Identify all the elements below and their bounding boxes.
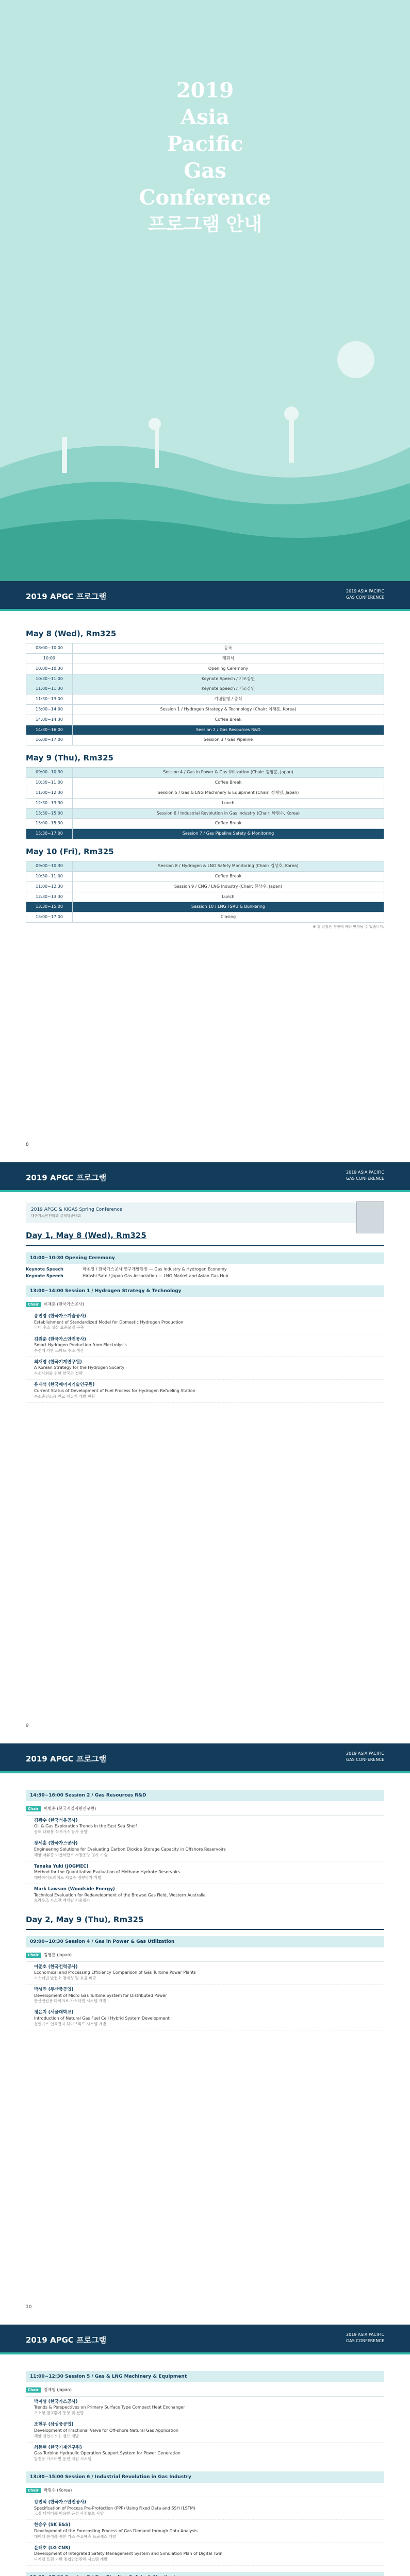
talk-title-kr: 수전해 기반 스마트 수소 생산 <box>34 1348 84 1353</box>
table-row <box>26 798 384 808</box>
talk-title: Engineering Solutions for Evaluating Carbon Dioxide Storage Capacity in Offshore Reservoirs <box>34 1846 226 1852</box>
program-table <box>26 643 384 745</box>
session-chair <box>26 1300 384 1311</box>
talk-title: Development of Micro Gas Turbine System for Distributed Power <box>34 1993 167 1998</box>
table-row <box>26 892 384 902</box>
day-label: Day 2, May 9 (Thu), Rm325 <box>26 1914 144 1924</box>
talk-list <box>26 1962 384 2030</box>
page-header <box>0 1743 410 1773</box>
table-row <box>26 768 384 778</box>
talk-item <box>26 1962 384 1985</box>
header-accent <box>0 2352 410 2354</box>
talk-item <box>26 2497 384 2520</box>
table-cell-time: 16:00~17:00 <box>26 735 73 745</box>
table-cell-item: Opening Ceremony <box>73 664 384 674</box>
speaker-photo <box>356 1201 384 1233</box>
talk-item <box>26 1380 384 1402</box>
page-header <box>0 581 410 611</box>
table-cell-item: Coffee Break <box>73 778 384 788</box>
table-cell-item: Coffee Break <box>73 819 384 829</box>
detail-page-1 <box>0 1162 410 1743</box>
header-brand-line: 2019 ASIA PACIFIC <box>346 1170 384 1175</box>
keynote-row <box>26 1274 384 1279</box>
detail-page-2 <box>0 1743 410 2325</box>
table-cell-item: Session 5 / Gas & LNG Machinery & Equipment (Chair: 정재영, Japan) <box>73 788 384 799</box>
talk-item <box>26 2007 384 2030</box>
talk-item <box>26 1334 384 1357</box>
talk-title-kr: 발전용 가스터빈 운전 지원 시스템 <box>34 2456 91 2461</box>
keynote-value: 박종일 / 한국가스공사 연구개발원장 — Gas Industry & Hydrogen Economy <box>83 1266 227 1272</box>
table-cell-item: Session 9 / CNG / LNG Industry (Chair: 한상수, Japan) <box>73 882 384 892</box>
talk-item <box>26 1838 384 1861</box>
talk-title: Specification of Process Pre-Protection (PPP) Using Fixed Data and SSH (LSTM) <box>34 2505 195 2511</box>
speaker-name: 강민석 (한국가스안전공사) <box>34 2500 87 2505</box>
header-accent <box>0 1771 410 1773</box>
talk-item <box>26 1861 384 1884</box>
session-bar: 09:00~10:30 Session 4 / Gas in Power & Gas Utilization <box>26 1936 384 1947</box>
table-cell-item: Session 7 / Gas Pipeline Safety & Monitoring <box>73 829 384 839</box>
table-cell-time: 15:00~17:00 <box>26 912 73 923</box>
header-brand-line: 2019 ASIA PACIFIC <box>346 2332 384 2337</box>
table-row <box>26 725 384 735</box>
keynote-value: Hiroshi Sato / Japan Gas Association — LNG Market and Asian Gas Hub <box>83 1274 228 1279</box>
session-bar <box>26 2572 384 2576</box>
table-cell-item: Session 4 / Gas in Power & Gas Utilization (Chair: 김영훈, Japan) <box>73 768 384 778</box>
table-row <box>26 674 384 684</box>
speaker-name: 장세훈 (한국가스공사) <box>34 1841 78 1846</box>
speaker-name: 조현우 (삼성중공업) <box>34 2422 74 2428</box>
speaker-name: Mark Lawson (Woodside Energy) <box>34 1887 115 1892</box>
table-cell-item: Keynote Speech / 기조강연 <box>73 684 384 694</box>
talk-title: Method for the Quantitative Evaluation of Methane Hydrate Reservoirs <box>34 1870 180 1875</box>
talk-item <box>26 1311 384 1334</box>
talk-title: Oil & Gas Exploration Trends in the East Sea Shelf <box>34 1824 137 1829</box>
keynote-label: Keynote Speech <box>26 1274 63 1279</box>
table-cell-time: 12:30~13:30 <box>26 892 73 902</box>
cover-subtitle: 프로그램 안내 <box>147 214 263 235</box>
talk-item <box>26 2443 384 2465</box>
day-title: May 10 (Fri), Rm325 <box>26 847 114 857</box>
table-cell-time: 09:00~10:30 <box>26 768 73 778</box>
header-brand-line: GAS CONFERENCE <box>346 1176 384 1181</box>
page-number: 9 <box>26 1723 29 1728</box>
cover-title-line: Conference <box>139 185 271 210</box>
session-bar: 13:00~14:00 Session 1 / Hydrogen Strategy & Technology <box>26 1285 384 1297</box>
header-brand <box>346 1751 384 1763</box>
day-title <box>26 1230 384 1241</box>
speaker-name: 박지성 (한국가스공사) <box>34 2399 78 2404</box>
keynote-label: Keynote Speech <box>26 1266 63 1272</box>
table-cell-item: Session 2 / Gas Resources R&D <box>73 725 384 735</box>
page-number: 10 <box>26 2304 32 2310</box>
speaker-name: 최재영 (한국기계연구원) <box>34 1359 82 1365</box>
talk-item <box>26 2419 384 2442</box>
session-bar: 10:00~10:30 Opening Ceremony <box>26 1252 384 1264</box>
table-cell-item: Lunch <box>73 798 384 808</box>
banner-subtitle: 대한가스안전학회 춘계학술대회 <box>31 1214 81 1218</box>
banner-title: 2019 APGC & KIGAS Spring Conference <box>31 1207 122 1212</box>
header-brand <box>346 1170 384 1182</box>
table-cell-item: 개회식 <box>73 654 384 664</box>
table-cell-item: Session 8 / Hydrogen & LNG Safety Monitoring (Chair: 김상호, Korea) <box>73 861 384 872</box>
table-cell-item: Session 1 / Hydrogen Strategy & Technology (Chair: 이재훈, Korea) <box>73 705 384 715</box>
table-cell-time: 15:00~15:30 <box>26 819 73 829</box>
table-row <box>26 664 384 674</box>
talk-item <box>26 2520 384 2543</box>
header-brand <box>346 588 384 601</box>
speaker-name: Tanaka Yuki (JOGMEC) <box>34 1863 89 1869</box>
speaker-name: 한승우 (SK E&S) <box>34 2522 71 2528</box>
talk-title: A Korean Strategy for the Hydrogen Society <box>34 1365 125 1370</box>
speaker-name: 이준호 (한국전력공사) <box>34 1964 78 1970</box>
talk-title: Technical Evaluation for Redevelopment of the Browse Gas Field, Western Australia <box>34 1892 206 1897</box>
table-cell-time: 11:00~12:30 <box>26 788 73 799</box>
table-cell-time: 10:00 <box>26 654 73 664</box>
table-cell-time: 10:30~11:00 <box>26 778 73 788</box>
speaker-name: 윤태호 (LG CNS) <box>34 2545 71 2551</box>
overview-content <box>0 611 410 930</box>
day-title: May 8 (Wed), Rm325 <box>26 629 117 638</box>
cover-title-line: Asia <box>181 105 229 129</box>
chair-tag: Chair <box>26 1302 41 1307</box>
day-title: May 9 (Thu), Rm325 <box>26 753 113 763</box>
talk-title: Introduction of Natural Gas Fuel Cell Hybrid System Development <box>34 2015 170 2021</box>
cover-illustration <box>0 313 410 581</box>
detail-page-3 <box>0 2325 410 2576</box>
talk-title: Economical and Processing Efficiency Comparison of Gas Turbine Power Plants <box>34 1970 196 1975</box>
day-divider <box>26 1929 384 1930</box>
table-row <box>26 882 384 892</box>
talk-title-kr: 해양 천연가스용 밸브 개발 <box>34 2433 79 2438</box>
table-row <box>26 735 384 745</box>
page-header <box>0 2325 410 2354</box>
page-title: 2019 APGC 프로그램 <box>26 592 107 601</box>
table-cell-time: 11:00~12:30 <box>26 882 73 892</box>
session-bar: 14:30~16:00 Session 2 / Gas Resources R&D <box>26 1790 384 1801</box>
table-cell-item: Keynote Speech / 기조강연 <box>73 674 384 684</box>
speaker-name: 박성민 (두산중공업) <box>34 1987 74 1993</box>
table-cell-time: 10:30~11:00 <box>26 872 73 882</box>
talk-title-kr: 고정 데이터를 이용한 공정 사전보호 사양 <box>34 2511 104 2516</box>
day-label: Day 1, May 8 (Wed), Rm325 <box>26 1231 146 1241</box>
speaker-name: 김광수 (한국석유공사) <box>34 1818 78 1823</box>
talk-title-kr: 브라우즈 가스전 재개발 기술평가 <box>34 1898 90 1903</box>
day-title <box>26 1914 384 1925</box>
talk-title: Development of Fractional Valve for Off-shore Natural Gas Application <box>34 2428 178 2433</box>
keynote-row <box>26 1267 384 1273</box>
talk-title-kr: 천연가스 연료전지 하이브리드 시스템 개발 <box>34 2021 106 2026</box>
header-brand <box>346 2332 384 2344</box>
cover-title-line: Gas <box>184 159 226 183</box>
talk-list <box>26 1311 384 1403</box>
talk-item <box>26 1884 384 1907</box>
chair-name: 김영훈 (Japan) <box>43 1952 72 1957</box>
talk-title: Development of Integrated Safety Management System and Simulation Plan of Digital Twin <box>34 2551 223 2556</box>
header-brand-line: GAS CONFERENCE <box>346 1757 384 1762</box>
table-row <box>26 654 384 664</box>
chair-name: 이재훈 (한국가스공사) <box>43 1302 85 1307</box>
conference-banner <box>26 1202 384 1223</box>
session-chair <box>26 2486 384 2497</box>
program-table <box>26 767 384 839</box>
table-cell-time: 11:00~11:30 <box>26 684 73 694</box>
table-row <box>26 819 384 829</box>
page-title: 2019 APGC 프로그램 <box>26 1173 107 1182</box>
table-cell-time: 11:30~13:00 <box>26 694 73 705</box>
speaker-name: 정은지 (서울대학교) <box>34 2010 74 2015</box>
talk-title-kr: 수소충전소용 연료 개질기 개발 현황 <box>34 1394 95 1399</box>
table-cell-time: 12:30~13:30 <box>26 798 73 808</box>
talk-title: Smart Hydrogen Production from Electrolysis <box>34 1343 127 1348</box>
table-cell-item: Session 10 / LNG FSRU & Bunkering <box>73 902 384 912</box>
header-accent <box>0 1190 410 1192</box>
page-number: 8 <box>26 1142 29 1147</box>
speaker-name: 유재석 (한국에너지기술연구원) <box>34 1382 95 1388</box>
talk-item <box>26 1816 384 1838</box>
table-row <box>26 643 384 654</box>
talk-title-kr: 수소사회를 위한 한국의 전략 <box>34 1371 83 1376</box>
table-row <box>26 808 384 819</box>
table-cell-time: 13:30~15:00 <box>26 808 73 819</box>
header-brand-line: 2019 ASIA PACIFIC <box>346 589 384 594</box>
talk-title-kr: 디지털 트윈 기반 통합안전관리 시스템 개발 <box>34 2557 108 2562</box>
talk-item <box>26 1985 384 2007</box>
table-row <box>26 694 384 705</box>
program-table <box>26 861 384 923</box>
chair-tag: Chair <box>26 2387 41 2393</box>
table-cell-item: Coffee Break <box>73 872 384 882</box>
table-note: ※ 위 일정은 사정에 따라 변경될 수 있습니다. <box>313 925 384 929</box>
talk-item <box>26 2397 384 2419</box>
chair-tag: Chair <box>26 1953 41 1958</box>
page-title: 2019 APGC 프로그램 <box>26 1754 107 1764</box>
talk-title: Development of the Forecasting Process of Gas Demand through Data Analysis <box>34 2528 198 2533</box>
chair-name: 박현수 (Korea) <box>43 2488 72 2493</box>
table-cell-time: 10:30~11:00 <box>26 674 73 684</box>
chair-tag: Chair <box>26 2488 41 2493</box>
table-row <box>26 715 384 725</box>
cover-title-line: 2019 <box>176 78 234 103</box>
table-cell-item: Closing <box>73 912 384 923</box>
cover-title-line: Pacific <box>167 132 243 156</box>
table-cell-time: 14:00~14:30 <box>26 715 73 725</box>
table-cell-time: 13:00~14:00 <box>26 705 73 715</box>
chair-name: 이병훈 (한국지질자원연구원) <box>43 1806 96 1811</box>
session-chair <box>26 1951 384 1962</box>
keynote-list <box>26 1267 384 1280</box>
table-cell-time: 09:00~10:30 <box>26 861 73 872</box>
talk-title-kr: 동해 대륙붕 석유가스 탐사 동향 <box>34 1829 88 1835</box>
table-row <box>26 872 384 882</box>
table-row <box>26 705 384 715</box>
table-cell-time: 13:30~15:00 <box>26 902 73 912</box>
talk-list <box>26 2497 384 2566</box>
talk-title: Gas Turbine Hydraulic Operation Support System for Power Generation <box>34 2451 181 2456</box>
table-cell-time: 14:30~16:00 <box>26 725 73 735</box>
header-accent <box>0 609 410 611</box>
header-brand-line: 2019 ASIA PACIFIC <box>346 1751 384 1756</box>
talk-title-kr: 가스터빈 발전소 경제성 및 효율 비교 <box>34 1975 96 1980</box>
table-row <box>26 778 384 788</box>
header-brand-line: GAS CONFERENCE <box>346 2338 384 2343</box>
talk-title-kr: 분산전원용 마이크로 가스터빈 시스템 개발 <box>34 1998 106 2004</box>
table-row <box>26 912 384 923</box>
table-cell-time: 08:00~10:00 <box>26 643 73 654</box>
speaker-name: 김원준 (한국가스안전공사) <box>34 1336 87 1342</box>
cover-page <box>0 0 410 581</box>
talk-title: Establishment of Standardized Model for Domestic Hydrogen Production <box>34 1319 184 1325</box>
table-cell-item: Session 3 / Gas Pipeline <box>73 735 384 745</box>
session-chair <box>26 1804 384 1816</box>
header-brand-line: GAS CONFERENCE <box>346 595 384 600</box>
table-cell-item: Lunch <box>73 892 384 902</box>
overview-page <box>0 581 410 1162</box>
day-divider <box>26 1245 384 1246</box>
talk-list <box>26 2397 384 2465</box>
page-title: 2019 APGC 프로그램 <box>26 2335 107 2345</box>
speaker-name: 최동현 (한국기계연구원) <box>34 2445 82 2450</box>
talk-item <box>26 2543 384 2566</box>
table-cell-item: Coffee Break <box>73 715 384 725</box>
table-row <box>26 684 384 694</box>
talk-title-kr: 초소형 열교환기 동향 및 전망 <box>34 2411 84 2416</box>
page-header <box>0 1162 410 1192</box>
table-row <box>26 829 384 839</box>
table-cell-time: 15:30~17:00 <box>26 829 73 839</box>
table-cell-item: 기념촬영 / 중식 <box>73 694 384 705</box>
talk-item <box>26 1357 384 1380</box>
chair-name: 정재영 (Japan) <box>43 2387 72 2393</box>
session-chair <box>26 2385 384 2397</box>
table-cell-time: 10:00~10:30 <box>26 664 73 674</box>
table-row <box>26 788 384 799</box>
talk-list <box>26 1816 384 1907</box>
table-row <box>26 902 384 912</box>
talk-title: Current Status of Development of Fuel Process for Hydrogen Refueling Station <box>34 1388 195 1393</box>
speaker-name: 송민경 (한국가스기술공사) <box>34 1314 87 1319</box>
table-cell-item: 등록 <box>73 643 384 654</box>
cover-title <box>0 77 410 238</box>
talk-title: Trends & Perspectives on Primary Surface Type Compact Heat Exchanger <box>34 2405 185 2410</box>
talk-title-kr: 해양 저류층 이산화탄소 저장용량 평가 기술 <box>34 1852 108 1857</box>
talk-title-kr: 국내 수소 생산 표준모델 구축 <box>34 1325 84 1330</box>
table-cell-item: Session 6 / Industrial Revolution in Gas Industry (Chair: 박현수, Korea) <box>73 808 384 819</box>
table-row <box>26 861 384 872</box>
talk-title-kr: 데이터 분석을 통한 가스 수요예측 프로세스 개발 <box>34 2534 117 2539</box>
session-bar: 13:30~15:00 Session 6 / Industrial Revolution in Gas Industry <box>26 2471 384 2483</box>
chair-tag: Chair <box>26 1806 41 1811</box>
talk-title-kr: 메탄하이드레이트 저류층 정량평가 기법 <box>34 1875 102 1880</box>
session-bar: 11:00~12:30 Session 5 / Gas & LNG Machinery & Equipment <box>26 2371 384 2382</box>
